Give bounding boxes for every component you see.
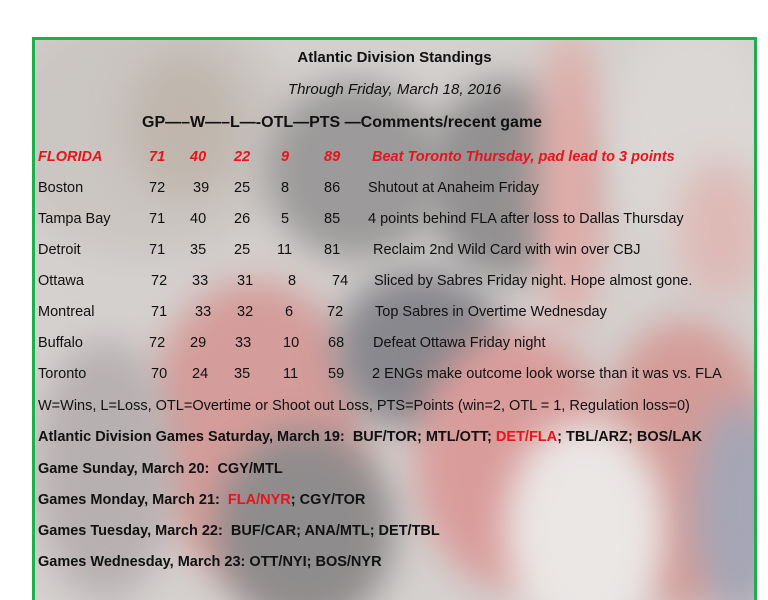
otl-value: 11 <box>277 242 293 258</box>
comment: 4 points behind FLA after loss to Dallas Thursday <box>368 211 684 227</box>
schedule-label: Game Sunday, March 20: <box>38 461 218 477</box>
schedule-games: OTT/NYI; BOS/NYR <box>249 554 382 570</box>
otl-value: 9 <box>281 149 290 165</box>
pts-value: 74 <box>332 273 349 289</box>
schedule-monday <box>38 492 365 508</box>
l-value: 25 <box>234 242 251 258</box>
team-name: Boston <box>38 180 84 196</box>
schedule-saturday <box>38 429 702 445</box>
gp-value: 72 <box>151 273 168 289</box>
schedule-wednesday <box>38 554 382 570</box>
l-value: 26 <box>234 211 251 227</box>
pts-value: 85 <box>324 211 341 227</box>
table-header: GP—–W—–L—-OTL—PTS —Comments/recent game <box>142 114 543 131</box>
table-row-florida <box>35 149 754 171</box>
team-name: FLORIDA <box>38 149 103 165</box>
otl-value: 6 <box>285 304 294 320</box>
w-value: 24 <box>192 366 209 382</box>
schedule-florida-game: FLA/NYR <box>227 492 291 508</box>
standings-card <box>32 37 757 600</box>
legend-text: W=Wins, L=Loss, OTL=Overtime or Shoot out Loss, PTS=Points (win=2, OTL = 1, Regulation loss=0) <box>38 398 690 414</box>
w-value: 39 <box>193 180 210 196</box>
schedule-sunday <box>38 461 283 477</box>
gp-value: 71 <box>149 211 166 227</box>
otl-value: 5 <box>281 211 290 227</box>
comment: Sliced by Sabres Friday night. Hope almost gone. <box>374 273 693 289</box>
schedule-games: CGY/MTL <box>217 461 283 477</box>
schedule-games: ; TBL/ARZ; BOS/LAK <box>557 429 703 445</box>
gp-value: 71 <box>149 242 166 258</box>
l-value: 31 <box>237 273 254 289</box>
schedule-games: BUF/CAR; ANA/MTL; DET/TBL <box>230 523 440 539</box>
gp-value: 70 <box>151 366 168 382</box>
l-value: 35 <box>234 366 251 382</box>
schedule-games: ; CGY/TOR <box>290 492 366 508</box>
table-row <box>35 211 754 233</box>
pts-value: 72 <box>327 304 344 320</box>
comment: Top Sabres in Overtime Wednesday <box>375 304 607 320</box>
team-name: Buffalo <box>38 335 83 351</box>
w-value: 35 <box>190 242 207 258</box>
schedule-label: Games Tuesday, March 22: <box>38 523 231 539</box>
l-value: 33 <box>235 335 252 351</box>
comment: Defeat Ottawa Friday night <box>373 335 546 351</box>
otl-value: 10 <box>283 335 300 351</box>
table-row <box>35 242 754 264</box>
pts-value: 81 <box>324 242 341 258</box>
schedule-tuesday <box>38 523 440 539</box>
otl-value: 8 <box>281 180 290 196</box>
schedule-florida-game: DET/FLA <box>495 429 558 445</box>
pts-value: 86 <box>324 180 341 196</box>
otl-value: 11 <box>283 366 299 382</box>
team-name: Tampa Bay <box>38 211 111 227</box>
page-subtitle: Through Friday, March 18, 2016 <box>287 81 502 98</box>
gp-value: 71 <box>149 149 166 165</box>
comment: Beat Toronto Thursday, pad lead to 3 points <box>372 149 675 165</box>
w-value: 33 <box>195 304 212 320</box>
pts-value: 89 <box>324 149 341 165</box>
gp-value: 72 <box>149 335 166 351</box>
comment: Shutout at Anaheim Friday <box>368 180 539 196</box>
l-value: 22 <box>234 149 251 165</box>
l-value: 25 <box>234 180 251 196</box>
table-row <box>35 273 754 295</box>
w-value: 40 <box>190 149 207 165</box>
comment: 2 ENGs make outcome look worse than it was vs. FLA <box>372 366 722 382</box>
table-row <box>35 335 754 357</box>
gp-value: 72 <box>149 180 166 196</box>
schedule-label: Games Wednesday, March 23: <box>38 554 250 570</box>
gp-value: 71 <box>151 304 168 320</box>
standings-content <box>35 40 754 600</box>
comment: Reclaim 2nd Wild Card with win over CBJ <box>373 242 641 258</box>
table-row <box>35 180 754 202</box>
schedule-games: BUF/TOR; MTL/OTT; <box>352 429 496 445</box>
schedule-label: Atlantic Division Games Saturday, March 19: <box>38 429 353 445</box>
schedule-label: Games Monday, March 21: <box>38 492 228 508</box>
table-row <box>35 366 754 388</box>
otl-value: 8 <box>288 273 297 289</box>
w-value: 40 <box>190 211 207 227</box>
team-name: Detroit <box>38 242 81 258</box>
team-name: Ottawa <box>38 273 84 289</box>
w-value: 29 <box>190 335 207 351</box>
pts-value: 59 <box>328 366 345 382</box>
l-value: 32 <box>237 304 254 320</box>
pts-value: 68 <box>328 335 345 351</box>
page-title: Atlantic Division Standings <box>297 49 492 66</box>
team-name: Toronto <box>38 366 87 382</box>
team-name: Montreal <box>38 304 95 320</box>
w-value: 33 <box>192 273 209 289</box>
table-row <box>35 304 754 326</box>
